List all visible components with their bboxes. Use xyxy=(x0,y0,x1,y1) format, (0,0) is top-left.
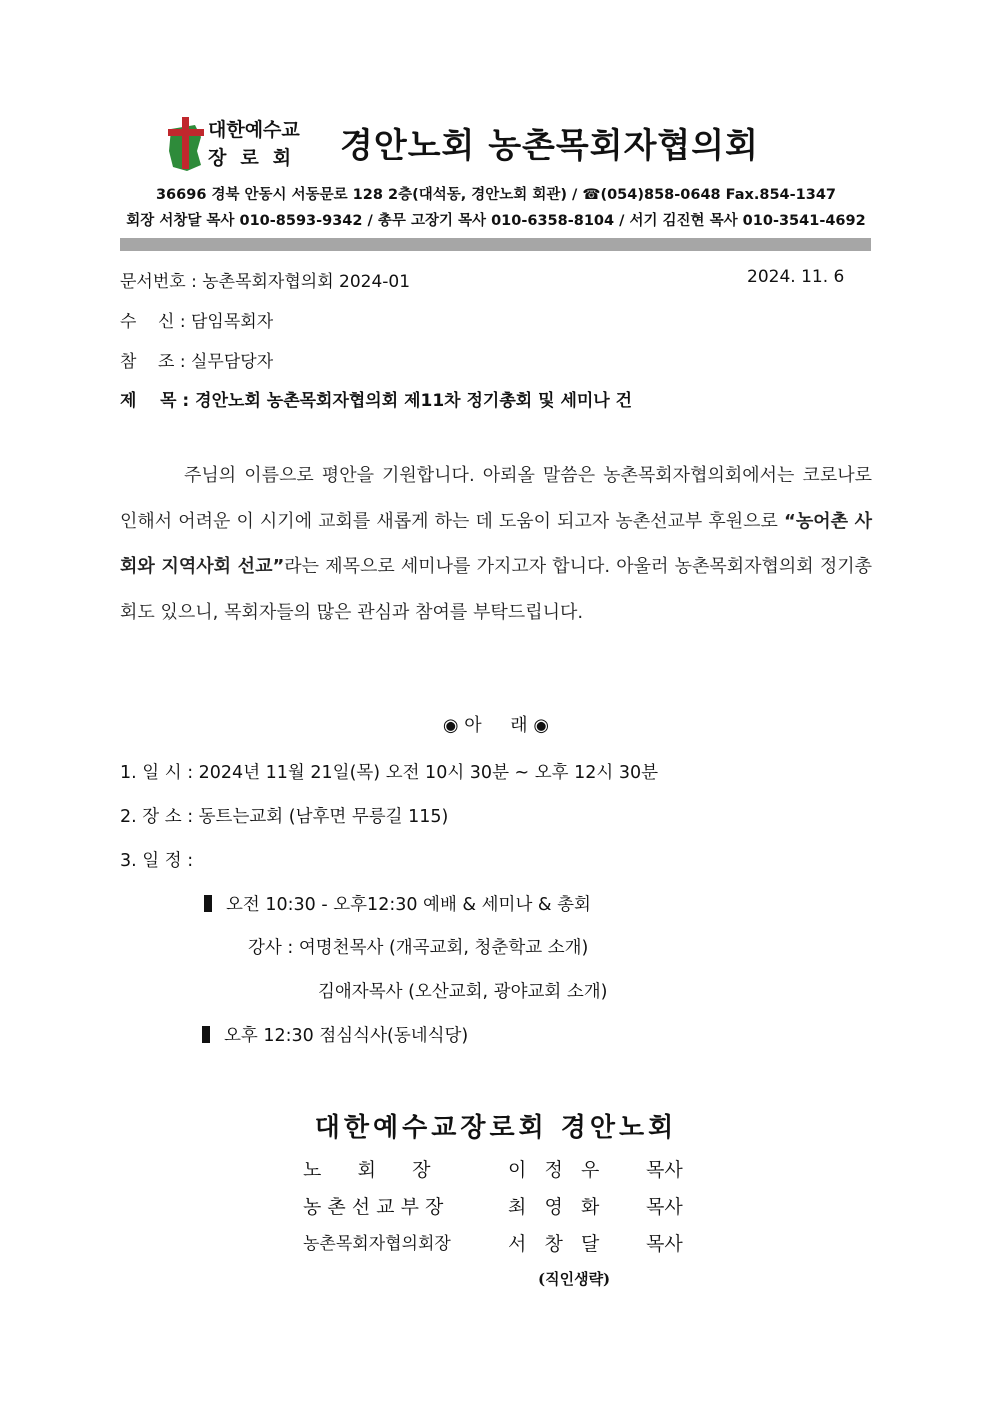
schedule-entry-2-text: 오후 12:30 점심식사(동네식당) xyxy=(224,1026,469,1046)
speaker-1: 여명천목사 (개곡교회, 청춘학교 소개) xyxy=(298,938,589,958)
signature-name-3: 서 창 달 xyxy=(508,1233,600,1255)
detail-datetime: 1. 일 시 : 2024년 11월 21일(목) 오전 10시 30분 ~ 오후 12시 30분 xyxy=(120,763,659,783)
signature-title: 대한예수교장로회 경안노회 xyxy=(314,1113,678,1143)
logo-cross-horizontal xyxy=(168,129,204,136)
body-part-2: 라는 제목으로 세미나를 가지고자 합니다. 아울러 농촌목회자협의회 정기총회도 있으니, 목회자들의 많은 관심과 참여를 부탁드립니다. xyxy=(120,556,872,623)
recipient-value: 담임목회자 xyxy=(191,312,274,332)
doc-number-value: 농촌목회자협의회 2024-01 xyxy=(202,272,411,292)
body-paragraph xyxy=(120,453,872,635)
reference-row xyxy=(120,347,273,372)
doc-date: 2024. 11. 6 xyxy=(747,267,845,287)
detail-schedule-label: 3. 일 정 : xyxy=(120,851,194,871)
body-part-1: 주님의 이름으로 평안을 기원합니다. 아뢰올 말씀은 농촌목회자협의회에서는 코로나로 인해서 어려운 이 시기에 교회를 새롭게 하는 데 도움이 되고자 농촌선교부 후원으로 xyxy=(120,465,872,532)
speaker-2: 김애자목사 (오산교회, 광야교회 소개) xyxy=(318,982,608,1002)
bullet-icon xyxy=(204,895,212,912)
address-line: 36696 경북 안동시 서동문로 128 2층(대석동, 경안노회 회관) / ☎(054)858-0648 Fax.854-1347 xyxy=(155,187,837,203)
schedule-entry-1-text: 오전 10:30 - 오후12:30 예배 & 세미나 & 총회 xyxy=(226,895,591,915)
speakers-row xyxy=(248,934,588,959)
schedule-entry-1 xyxy=(204,891,591,916)
notice-heading: ◉ 아 래 ◉ xyxy=(442,715,550,736)
subject-row xyxy=(120,386,632,411)
signature-row-2 xyxy=(0,1192,992,1220)
logo-cross-vertical xyxy=(182,117,189,169)
schedule-entry-2 xyxy=(202,1022,468,1047)
subject-value: 경안노회 농촌목회자협의회 제11차 정기총회 및 세미나 건 xyxy=(195,391,633,411)
signature-role-1: 노 회 장 xyxy=(303,1159,431,1181)
signature-role-3: 농촌목회자협의회장 xyxy=(303,1234,451,1254)
signature-role-2: 농 촌 선 교 부 장 xyxy=(303,1196,444,1218)
doc-number-label: 문서번호 : xyxy=(120,272,197,292)
signature-name-1: 이 정 우 xyxy=(508,1159,600,1181)
subject-label: 제 목 : xyxy=(120,391,190,411)
speakers-label: 강사 : xyxy=(248,938,294,958)
officers-line: 회장 서창달 목사 010-8593-9342 / 총무 고장기 목사 010-6358-8104 / 서기 김진현 목사 010-3541-4692 xyxy=(126,213,866,229)
doc-number-row xyxy=(120,267,410,292)
signature-name-2: 최 영 화 xyxy=(508,1196,600,1218)
signature-suffix-2: 목사 xyxy=(646,1196,683,1218)
signature-row-3 xyxy=(0,1229,992,1257)
recipient-row xyxy=(120,307,273,332)
logo-line-1: 대한예수교 xyxy=(208,119,300,141)
bullet-icon xyxy=(202,1026,210,1043)
org-title: 경안노회 농촌목회자협의회 xyxy=(340,126,759,166)
header-divider-bar xyxy=(120,238,871,251)
reference-value: 실무담당자 xyxy=(191,352,274,372)
seminar-title-quote: “농어촌 사회와 지역사회 선교” xyxy=(120,510,872,577)
logo-line-2: 장로회 xyxy=(208,147,306,169)
detail-location: 2. 장 소 : 동트는교회 (남후면 무릉길 115) xyxy=(120,807,449,827)
signature-suffix-1: 목사 xyxy=(646,1159,683,1181)
recipient-label: 수 신 : xyxy=(120,312,186,332)
signature-suffix-3: 목사 xyxy=(646,1233,683,1255)
seal-note: (직인생략) xyxy=(538,1270,611,1288)
logo-text xyxy=(208,116,305,172)
signature-row-1 xyxy=(0,1155,992,1183)
reference-label: 참 조 : xyxy=(120,352,186,372)
